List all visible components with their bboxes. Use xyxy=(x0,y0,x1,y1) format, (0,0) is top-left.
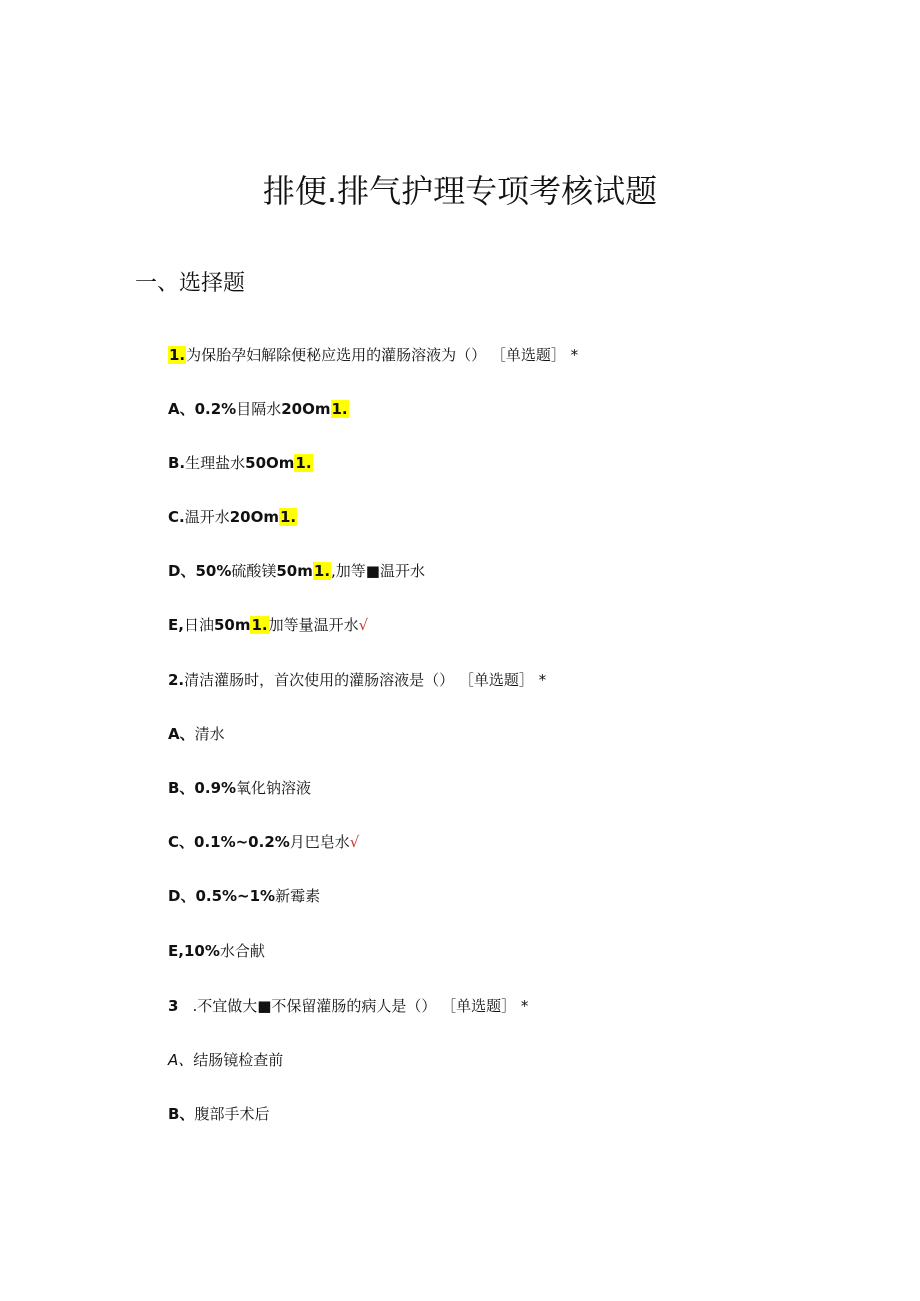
question-number: 1. xyxy=(169,346,186,364)
option-text-suffix: ,加等■温开水 xyxy=(331,562,425,580)
option-label: B、 xyxy=(168,1105,195,1123)
question-1 xyxy=(168,344,578,366)
highlight: 1. xyxy=(313,562,331,580)
question-number: 3 xyxy=(168,997,179,1015)
option-label: D、0.5%~1% xyxy=(168,887,276,905)
option-amount: 50Om xyxy=(245,454,295,472)
option-text: 日油 xyxy=(183,616,214,634)
option-2e xyxy=(168,940,265,962)
highlight: 1. xyxy=(295,454,312,472)
option-amount: 50m xyxy=(276,562,313,580)
option-2b xyxy=(168,777,311,799)
option-1e xyxy=(168,614,368,636)
option-text: 月巴皂水 xyxy=(289,833,350,851)
option-text: 硫酸镁 xyxy=(231,562,277,580)
option-1a xyxy=(168,398,349,420)
option-label: E,10% xyxy=(168,942,220,960)
option-label: D、50% xyxy=(168,562,232,580)
correct-check-icon: √ xyxy=(349,833,360,851)
option-amount: 20Om xyxy=(229,508,279,526)
option-1d xyxy=(168,560,425,582)
option-2d xyxy=(168,885,320,907)
question-text: .不宜做大■不保留灌肠的病人是（） ［单选题］ * xyxy=(192,997,529,1015)
highlight: 1. xyxy=(251,616,268,634)
option-label: A、 xyxy=(168,725,195,743)
option-2a xyxy=(168,723,225,745)
option-label: A、0.2% xyxy=(168,400,237,418)
option-3a xyxy=(168,1049,283,1071)
option-text: 水合献 xyxy=(219,942,265,960)
highlight: 1. xyxy=(331,400,348,418)
option-text: 目隔水 xyxy=(236,400,282,418)
option-label: A、 xyxy=(168,1051,194,1069)
correct-check-icon: √ xyxy=(358,616,369,634)
option-label: E, xyxy=(168,616,184,634)
question-number: 2. xyxy=(168,671,185,689)
question-text: 为保胎孕妇解除便秘应选用的灌肠溶液为（） ［单选题］ * xyxy=(186,346,579,364)
option-label: B. xyxy=(168,454,186,472)
option-text: 腹部手术后 xyxy=(194,1105,270,1123)
option-text: 温开水 xyxy=(184,508,230,526)
option-label: C. xyxy=(168,508,185,526)
option-text: 新霉素 xyxy=(275,887,321,905)
option-3b xyxy=(168,1103,269,1125)
option-label: B、0.9% xyxy=(168,779,237,797)
question-3 xyxy=(168,995,528,1017)
page-title: 排便.排气护理专项考核试题 xyxy=(262,172,658,210)
option-text-suffix: 加等量温开水 xyxy=(268,616,359,634)
question-2 xyxy=(168,669,546,691)
question-text: 清洁灌肠时，首次使用的灌肠溶液是（） ［单选题］ * xyxy=(184,671,547,689)
option-text: 结肠镜检查前 xyxy=(193,1051,284,1069)
option-text: 生理盐水 xyxy=(185,454,246,472)
option-amount: 20Om xyxy=(281,400,331,418)
option-label: C、0.1%~0.2% xyxy=(168,833,290,851)
option-1b xyxy=(168,452,313,474)
option-text: 清水 xyxy=(194,725,225,743)
option-text: 氧化钠溶液 xyxy=(236,779,312,797)
option-1c xyxy=(168,506,297,528)
section-heading: 一、选择题 xyxy=(135,271,246,296)
highlight: 1. xyxy=(280,508,297,526)
option-2c xyxy=(168,831,359,853)
option-amount: 50m xyxy=(213,616,251,634)
